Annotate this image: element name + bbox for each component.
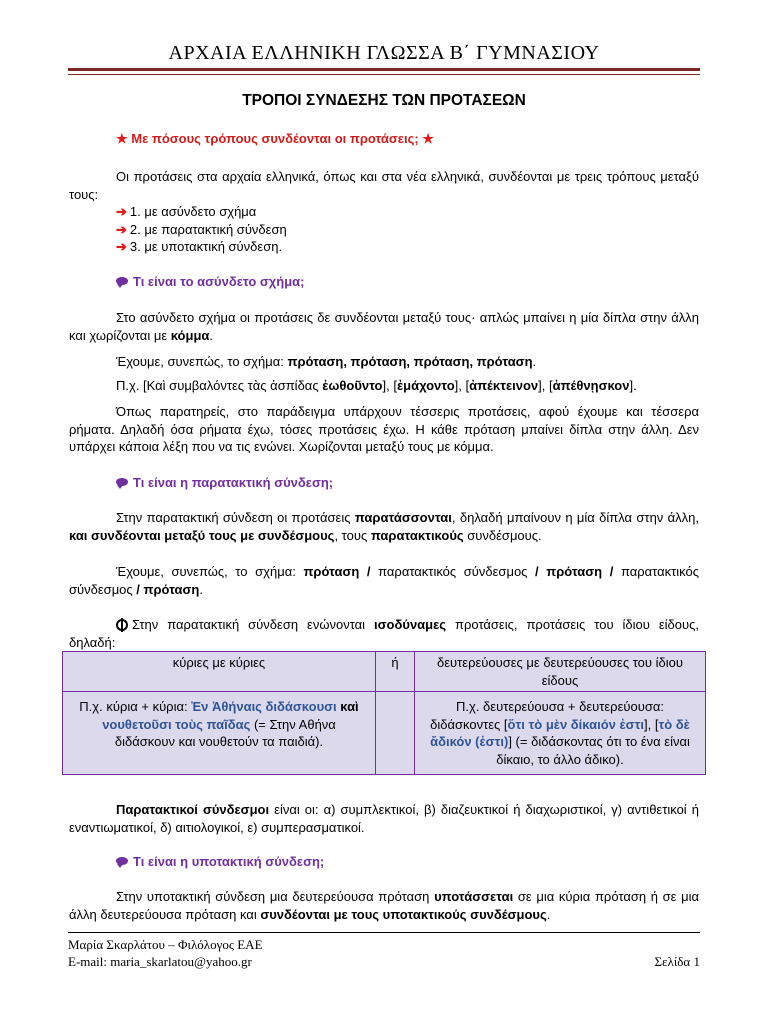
page-title: ΤΡΟΠΟΙ ΣΥΝΔΕΣΗΣ ΤΩΝ ΠΡΟΤΑΣΕΩΝ — [242, 92, 526, 109]
table-cell — [415, 692, 706, 775]
text-run-bold: καὶ — [336, 699, 359, 714]
phi-icon — [116, 619, 128, 631]
table-row — [63, 652, 706, 692]
star-icon: ★ — [422, 131, 434, 146]
text-run: ], [ — [538, 378, 553, 393]
table-cell — [63, 692, 376, 775]
slash: / — [602, 564, 621, 579]
slash: / — [359, 564, 379, 579]
text-run: ], [ — [643, 716, 659, 732]
text-run: παρατακτικός σύνδεσμος — [69, 564, 699, 597]
footer-rule — [68, 932, 700, 933]
star-icon: ★ — [116, 131, 128, 146]
text-run: Στην παρατακτική σύνδεση ενώνονται — [132, 617, 375, 632]
asyndeton-paragraph-2 — [69, 353, 699, 371]
asyndeton-example — [69, 377, 699, 395]
footer-page-number: Σελίδα 1 — [654, 954, 700, 969]
question-asyndeton-text: Τι είναι το ασύνδετο σχήμα; — [133, 274, 305, 289]
text-run: ], [ — [382, 378, 397, 393]
arrow-right-icon: ➔ — [116, 204, 127, 219]
text-run: (= Στην Αθήνα διδάσκουν και νουθετούν τα παιδιά). — [114, 716, 336, 749]
text-run-bold: παρατάσσονται — [354, 510, 452, 525]
text-run-bold: Παρατακτικοί σύνδεσμοι — [116, 802, 270, 817]
table-cell: δευτερεύουσες με δευτερεύουσες του ίδιου είδους — [415, 652, 706, 692]
speech-bubble-icon — [116, 277, 128, 285]
list-item — [116, 238, 282, 256]
text-run-bold: συνδέονται με τους υποτακτικούς συνδέσμους — [260, 906, 547, 922]
footer-email: E-mail: maria_skarlatou@yahoo.gr — [68, 954, 252, 969]
parataxis-paragraph-2 — [69, 563, 699, 598]
footer-author: Μαρία Σκαρλάτου – Φιλόλογος ΕΑΕ — [68, 937, 263, 952]
text-run-bold: πρόταση, πρόταση, πρόταση, πρόταση — [287, 354, 533, 369]
text-run: ] (= διδάσκοντας ότι το ένα είναι δίκαιο, το άλλο άδικο). — [496, 734, 690, 767]
verb-4: ἀπέθνῃσκον — [552, 378, 630, 393]
list-item — [116, 221, 287, 239]
text-run: Έχουμε, συνεπώς, το σχήμα: — [116, 564, 304, 579]
list-item-text: 2. με παρατακτική σύνδεση — [129, 221, 287, 237]
text-run: Στην υποτακτική σύνδεση μια δευτερεύουσα πρόταση — [116, 889, 435, 904]
intro-paragraph: Οι προτάσεις στα αρχαία ελληνικά, όπως και στα νέα ελληνικά, συνδέονται με τρεις τρόπους μεταξύ τους: — [69, 169, 699, 202]
parataxis-paragraph-3 — [69, 616, 699, 651]
text-run: είναι οι: α) συμπλεκτικοί, β) διαζευκτικοί ή διαχωριστικοί, γ) αντιθετικοί ή εναντιωματικοί, δ) αιτιολογικοί, ε) συμπερασματικοί. — [69, 802, 699, 835]
text-run-bold: παρατακτικούς — [370, 527, 464, 543]
question-ways-text: Με πόσους τρόπους συνδέονται οι προτάσεις; — [131, 131, 419, 146]
text-run: Έχουμε, συνεπώς, το σχήμα: — [116, 354, 288, 369]
speech-bubble-icon — [116, 478, 128, 486]
text-run-bold: πρόταση — [143, 581, 200, 597]
list-item — [116, 203, 256, 221]
text-run: Π.χ. [Καὶ συμβαλόντες τὰς ἀσπίδας — [116, 378, 323, 393]
text-run-bold: κόμμα — [170, 327, 210, 343]
question-parataxis-text: Τι είναι η παρατακτική σύνδεση; — [133, 475, 334, 490]
header-rule-thin — [68, 74, 700, 75]
text-run: Π.χ. κύρια + κύρια: — [79, 699, 192, 714]
verb-1: ἐωθοῦντο — [322, 378, 383, 393]
text-run: Στην παρατακτική σύνδεση οι προτάσεις — [116, 510, 355, 525]
list-item-text: 1. με ασύνδετο σχήμα — [129, 204, 257, 219]
table-cell: ή — [376, 652, 415, 692]
text-run-bold: πρόταση — [546, 564, 603, 579]
question-ways — [116, 131, 434, 147]
asyndeton-paragraph-3: Όπως παρατηρείς, στο παράδειγμα υπάρχουν τέσσερις προτάσεις, αφού έχουμε και τέσσερα ρήματα. Δηλαδή όσα ρήματα έχω, τόσες προτάσεις έχω. Η κάθε πρόταση μπαίνει δίπλα στην άλλη. Δεν υπάρχει κάποια λέξη που να τις ενώνει. Χωρίζονται μεταξύ τους με κόμμα. — [69, 404, 699, 454]
text-run: συνδέσμους. — [463, 527, 542, 543]
greek-text: νουθετοῦσι τοὺς παῖδας — [102, 716, 251, 732]
text-run-bold: υποτάσσεται — [434, 889, 514, 904]
verb-2: ἐμάχοντο — [396, 378, 455, 393]
text-run: , τους — [334, 527, 371, 543]
question-asyndeton — [116, 274, 304, 289]
text-run: . — [199, 581, 203, 597]
table-cell — [376, 692, 415, 775]
arrow-right-icon: ➔ — [116, 239, 127, 254]
list-item-text: 3. με υποτακτική σύνδεση. — [129, 239, 283, 254]
text-run: . — [532, 354, 537, 369]
text-run: ]. — [629, 378, 637, 393]
hypotaxis-paragraph — [69, 888, 699, 923]
text-run-bold: πρόταση — [303, 564, 360, 579]
table-cell: κύριες με κύριες — [63, 652, 376, 692]
greek-text: Ἐν Ἀθήναις διδάσκουσι — [191, 699, 337, 714]
table-row — [63, 692, 706, 775]
text-run: σε μια κύρια πρόταση ή σε μια άλλη δευτερεύουσα πρόταση και — [69, 889, 699, 922]
text-run: παρατακτικός σύνδεσμος — [378, 564, 528, 579]
text-run: προτάσεις, προτάσεις του ίδιου είδους, δηλαδή: — [69, 617, 699, 650]
question-hypotaxis — [116, 854, 324, 869]
text-run: Στο ασύνδετο σχήμα οι προτάσεις δε συνδέονται μεταξύ τους· απλώς μπαίνει η μία δίπλα στην άλλη και χωρίζονται με — [69, 310, 699, 343]
text-run: ], [ — [454, 378, 470, 393]
text-run: . — [209, 327, 214, 343]
parataxis-paragraph-1 — [69, 509, 699, 544]
text-run-bold: και συνδέονται μεταξύ τους με συνδέσμους — [69, 527, 335, 543]
greek-text: ὅτι τὸ μὲν δίκαιόν ἐστι — [507, 716, 644, 732]
slash: / — [527, 564, 547, 579]
asyndeton-paragraph-1 — [69, 309, 699, 344]
slash: / — [132, 581, 144, 597]
document-header: ΑΡΧΑΙΑ ΕΛΛΗΝΙΚΗ ΓΛΩΣΣΑ Β΄ ΓΥΜΝΑΣΙΟΥ — [168, 42, 600, 64]
question-parataxis — [116, 475, 333, 490]
header-rule-thick — [68, 68, 700, 71]
text-run: Π.χ. δευτερεύουσα + δευτερεύουσα: διδάσκοντες [ — [430, 699, 664, 732]
arrow-right-icon: ➔ — [116, 221, 127, 237]
verb-3: ἀπέκτεινον — [469, 378, 539, 393]
question-hypotaxis-text: Τι είναι η υποτακτική σύνδεση; — [133, 854, 325, 869]
text-run: . — [546, 906, 551, 922]
conjunctions-paragraph — [69, 801, 699, 836]
text-run-bold: ισοδύναμες — [374, 617, 447, 632]
speech-bubble-icon — [116, 857, 128, 865]
greek-text: τὸ δὲ ἄδικόν (ἐστι) — [430, 716, 690, 749]
clause-types-table — [62, 651, 706, 775]
text-run: , δηλαδή μπαίνουν η μία δίπλα στην άλλη, — [451, 510, 700, 525]
